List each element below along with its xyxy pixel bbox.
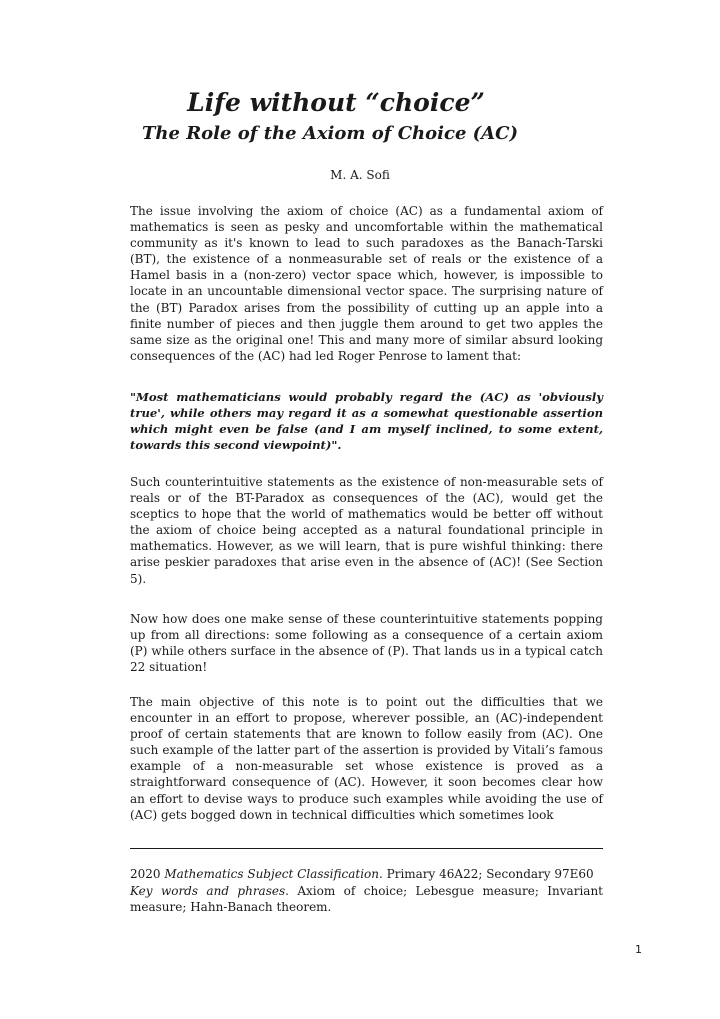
body-paragraph-4: The main objective of this note is to point out the difficulties that we encounter in an effort to propose, wherever possible, an (AC)-independent proof of certain statements that are known to follow easily from (AC). One such example of the latter part of the assertion is provided by Vitali’s famous example of a non-measurable set whose existence is proved as a straightforward consequence of (AC). However, it soon becomes clear how an effort to devise ways to produce such examples while avoiding the use of (AC) gets bogged down in technical difficulties which sometimes look bbox=[130, 695, 603, 822]
penrose-quote: "Most mathematicians would probably regard the (AC) as 'obviously true', while others may regard it as a somewhat questionable assertion which might even be false (and I am myself inclined, to some extent, towards this second viewpoint)". bbox=[130, 390, 603, 453]
footnote-keywords bbox=[130, 883, 603, 916]
body-paragraph-2: Such counterintuitive statements as the existence of non-measurable sets of reals or of the BT-Paradox as consequences of the (AC), would get the sceptics to hope that the world of mathematics would be better off without the axiom of choice being accepted as a natural foundational principle in mathematics. However, as we will learn, that is pure wishful thinking: there arise peskier paradoxes that arise even in the absence of (AC)! (See Section 5). bbox=[130, 475, 603, 586]
paper-subtitle: The Role of the Axiom of Choice (AC) bbox=[142, 123, 518, 144]
page-number: 1 bbox=[635, 943, 642, 956]
body-paragraph-3: Now how does one make sense of these counterintuitive statements popping up from all directions: some following as a consequence of a certain axiom (P) while others surface in the absence of (P). That lands us in a typical catch 22 situation! bbox=[130, 612, 603, 675]
footnote-msc-values: . Primary 46A22; Secondary 97E60 bbox=[379, 867, 594, 881]
footnote-divider bbox=[130, 848, 603, 849]
footnote-keywords-values: . Axiom of choice; Lebesgue measure; Invariant measure; Hahn-Banach theorem. bbox=[130, 884, 603, 915]
footnote-msc bbox=[130, 866, 603, 882]
footnote-keywords-label: Key words and phrases bbox=[130, 884, 286, 898]
author-name: M. A. Sofi bbox=[330, 168, 390, 182]
paper-title: Life without “choice” bbox=[187, 88, 485, 117]
body-paragraph-1: The issue involving the axiom of choice (AC) as a fundamental axiom of mathematics is seen as pesky and uncomfortable within the mathematical community as it's known to lead to such paradoxes as the Banach-Tarski (BT), the existence of a nonmeasurable set of reals or the existence of a Hamel basis in a (non-zero) vector space which, however, is impossible to locate in an uncountable dimensional vector space. The surprising nature of the (BT) Paradox arises from the possibility of cutting up an apple into a finite number of pieces and then juggle them around to get two apples the same size as the original one! This and many more of similar absurd looking consequences of the (AC) had led Roger Penrose to lament that: bbox=[130, 204, 603, 363]
footnote-msc-year: 2020 bbox=[130, 867, 161, 881]
footnote-msc-label: Mathematics Subject Classification bbox=[164, 867, 379, 881]
